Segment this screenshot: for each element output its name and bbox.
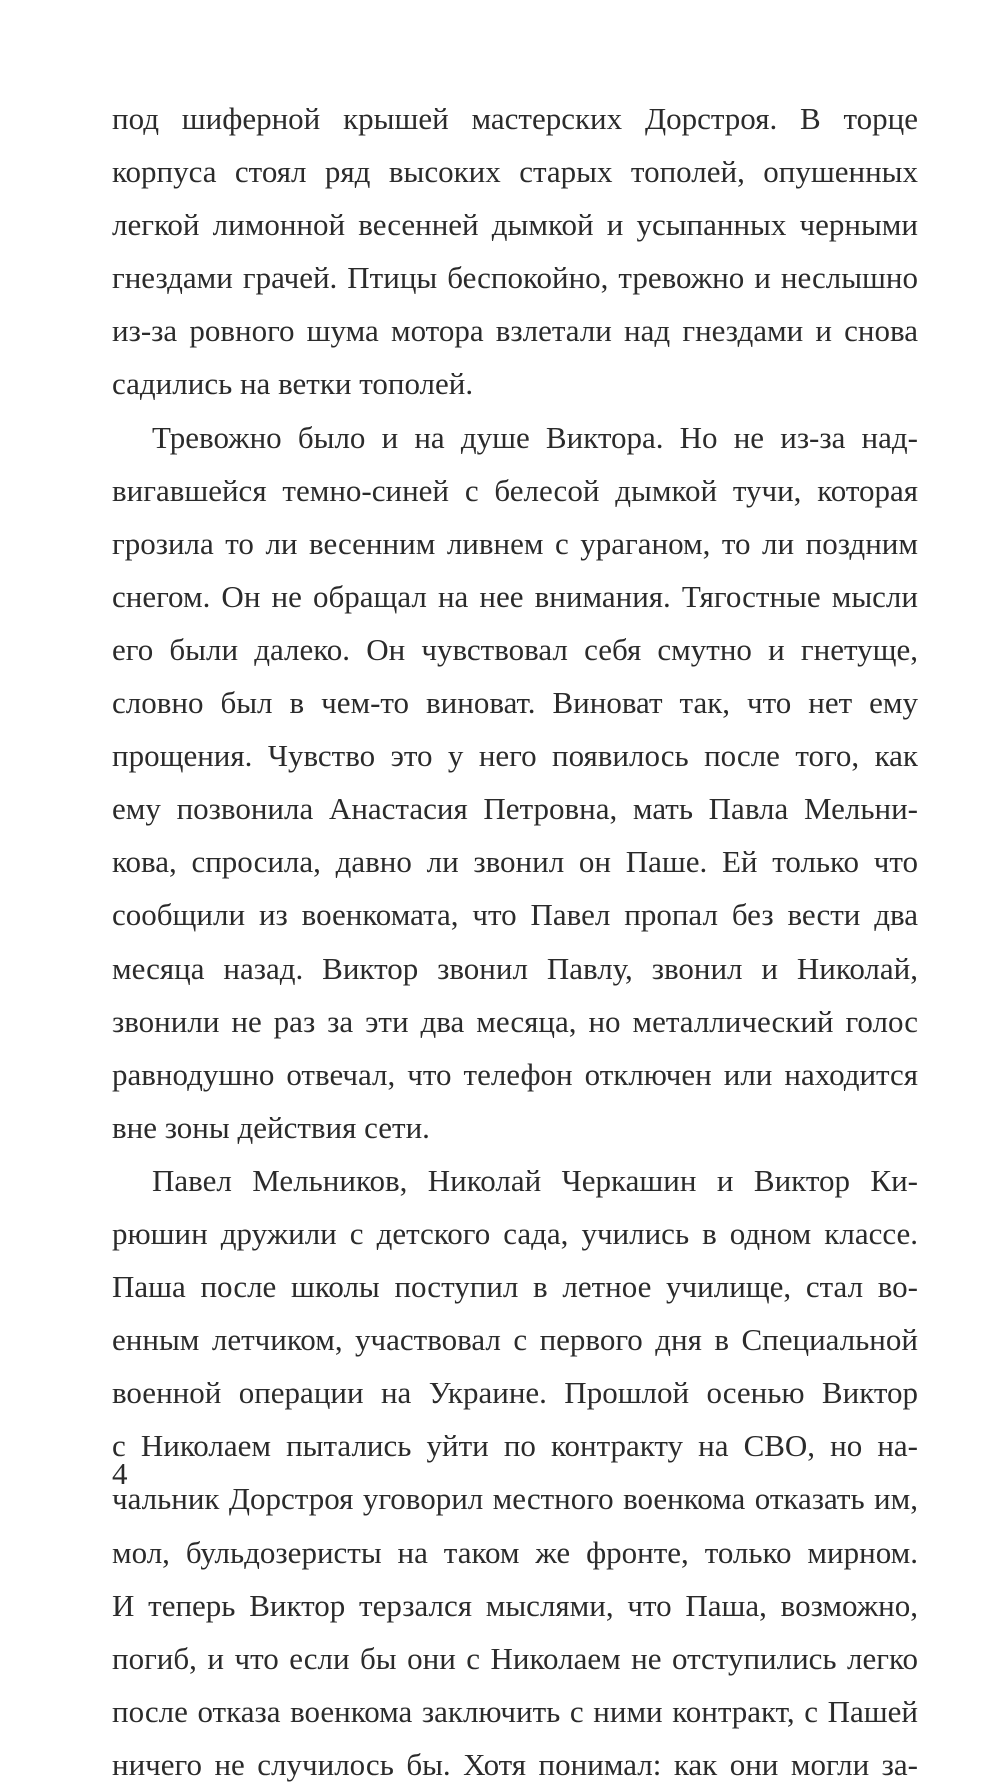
page-body-text	[112, 92, 918, 1791]
text-line: Паша после школы поступил в летное училище, стал во-	[112, 1269, 918, 1305]
text-line: гнездами грачей. Птицы беспокойно, тревожно и неслышно	[112, 260, 918, 296]
page-number: 4	[112, 1456, 128, 1491]
text-line: садились на ветки тополей.	[112, 366, 474, 402]
text-line: вигавшейся темно-синей с белесой дымкой тучи, которая	[112, 472, 918, 508]
text-line: звонили не раз за эти два месяца, но металлический голос	[112, 1003, 918, 1039]
text-line: равнодушно отвечал, что телефон отключен или находится	[112, 1056, 918, 1092]
text-line: сообщили из военкомата, что Павел пропал без вести два	[112, 897, 918, 933]
text-line: погиб, и что если бы они с Николаем не отступились легко	[112, 1640, 918, 1676]
text-line: чальник Дорстроя уговорил местного военкома отказать им,	[112, 1481, 918, 1517]
text-line: его были далеко. Он чувствовал себя смутно и гнетуще,	[112, 631, 918, 667]
text-line: месяца назад. Виктор звонил Павлу, звонил и Николай,	[112, 950, 918, 986]
text-line: мол, бульдозеристы на таком же фронте, только мирном.	[112, 1534, 918, 1570]
text-line: И теперь Виктор терзался мыслями, что Паша, возможно,	[112, 1587, 918, 1623]
text-line: военной операции на Украине. Прошлой осенью Виктор	[112, 1375, 918, 1411]
text-line: снегом. Он не обращал на нее внимания. Тягостные мысли	[112, 578, 918, 614]
text-line: вне зоны действия сети.	[112, 1109, 430, 1145]
text-line: после отказа военкома заключить с ними контракт, с Пашей	[112, 1693, 918, 1729]
text-line: с Николаем пытались уйти по контракту на СВО, но на-	[112, 1428, 918, 1464]
text-line: енным летчиком, участвовал с первого дня в Специальной	[112, 1322, 918, 1358]
text-line: под шиферной крышей мастерских Дорстроя. В торце	[112, 101, 918, 136]
text-line: из-за ровного шума мотора взлетали над гнездами и снова	[112, 313, 918, 349]
text-line: грозила то ли весенним ливнем с ураганом, то ли поздним	[112, 525, 918, 561]
text-line: прощения. Чувство это у него появилось после того, как	[112, 738, 918, 774]
text-line: корпуса стоял ряд высоких старых тополей, опушенных	[112, 154, 918, 190]
text-line: рюшин дружили с детского сада, учились в одном классе.	[112, 1215, 918, 1251]
paragraph-first-line: Тревожно было и на душе Виктора. Но не из-за над-	[152, 419, 918, 455]
paragraph-first-line: Павел Мельников, Николай Черкашин и Виктор Ки-	[152, 1162, 918, 1198]
text-line: кова, спросила, давно ли звонил он Паше. Ей только что	[112, 844, 918, 880]
text-line: легкой лимонной весенней дымкой и усыпанных черными	[112, 207, 918, 243]
text-line: ему позвонила Анастасия Петровна, мать Павла Мельни-	[112, 791, 918, 827]
text-line: ничего не случилось бы. Хотя понимал: как они могли за-	[112, 1746, 918, 1782]
text-line: словно был в чем-то виноват. Виноват так, что нет ему	[112, 685, 918, 721]
